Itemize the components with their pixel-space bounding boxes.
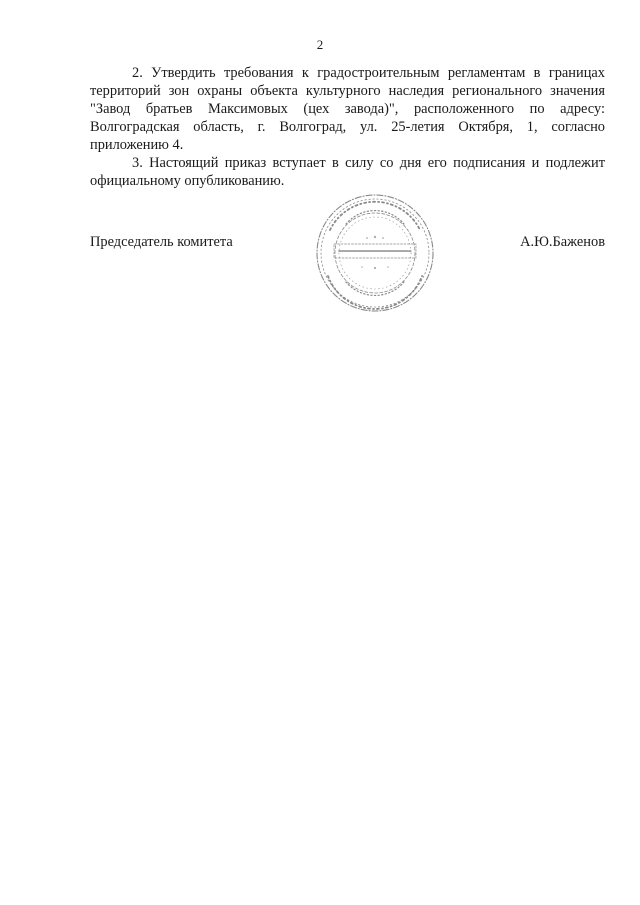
order-body: [90, 64, 605, 190]
signatory-name: А.Ю.Баженов: [520, 234, 605, 250]
paragraph-item-3: 3. Настоящий приказ вступает в силу со дня его подписания и подлежит официальному опубликованию.: [90, 155, 605, 189]
page-number: 2: [316, 37, 324, 52]
official-round-seal-icon: [312, 190, 438, 316]
signatory-position: Председатель комитета: [90, 234, 233, 250]
paragraph-item-2: 2. Утвердить требования к градостроительным регламентам в границах территорий зон охраны объекта культурного наследия регионального значения "Завод братьев Максимовых (цех завода)", расположенного по адресу: Волгоградская область, г. Волгоград, ул. 25-летия Октября, 1, согласно приложению 4.: [90, 65, 605, 153]
